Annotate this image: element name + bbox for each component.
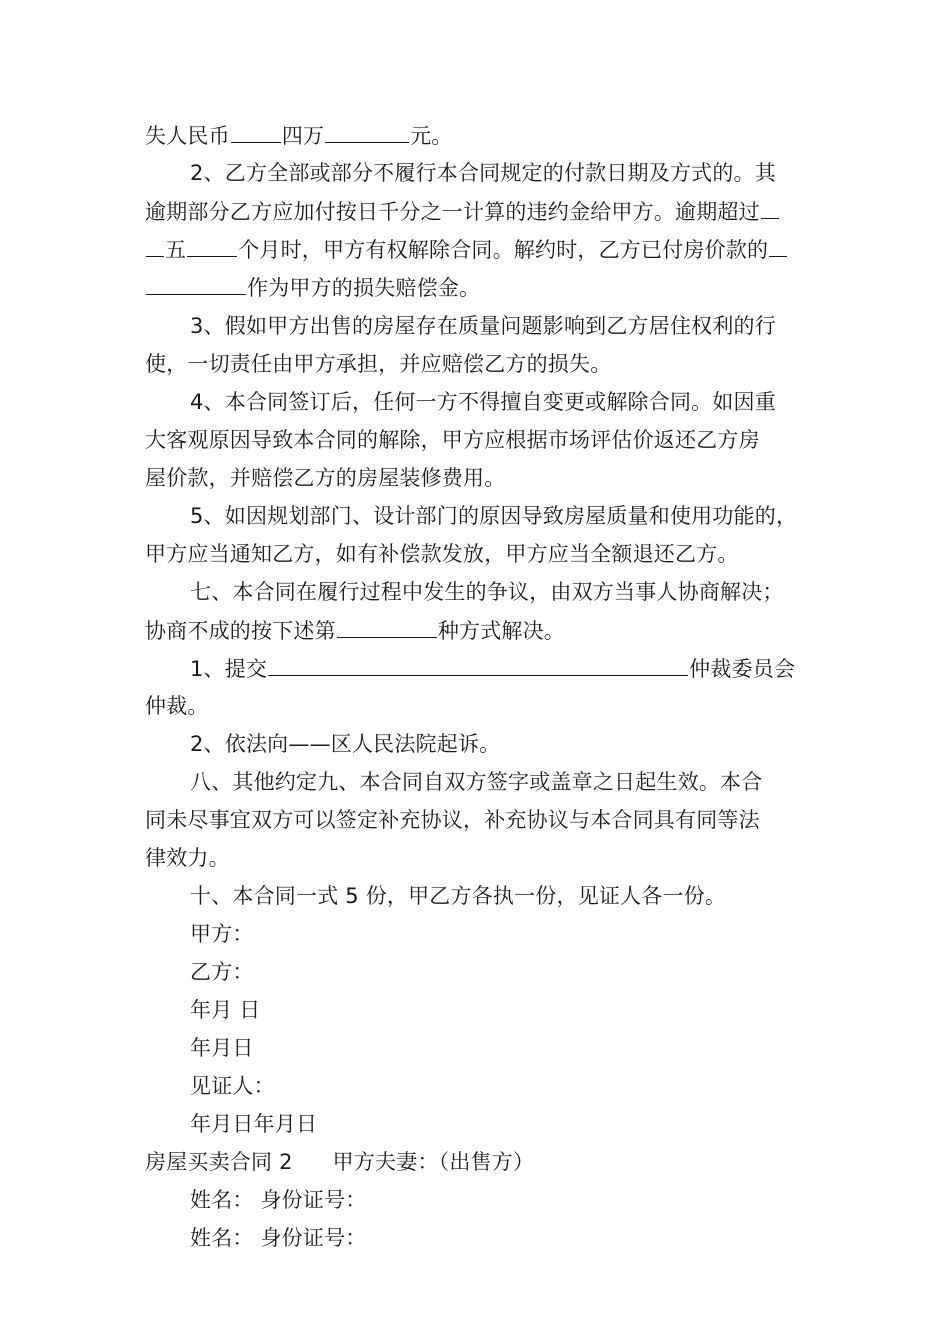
seller-label: 甲方夫妻：（出售方）: [332, 1150, 535, 1174]
text-segment: 协商不成的按下述第: [145, 619, 336, 643]
contract-title: 房屋买卖合同 2: [145, 1150, 293, 1174]
text-line: [145, 120, 453, 152]
clause-2-line: 2、乙方全部或部分不履行本合同规定的付款日期及方式的。其: [190, 161, 776, 185]
section-8-line: 八、其他约定九、本合同自双方签字或盖章之日起生效。本合: [190, 770, 763, 794]
date-line: 年月日: [190, 1036, 254, 1060]
fill-blank: [761, 196, 779, 219]
text-segment: 1、提交: [190, 657, 268, 681]
name-id-line: 姓名： 身份证号：: [190, 1226, 367, 1250]
text-segment: 种方式解决。: [437, 619, 566, 643]
text-line: 仲裁。: [145, 694, 209, 718]
text-segment: 个月时，甲方有权解除合同。解约时，乙方已付房价款的: [238, 238, 769, 262]
text-line: 律效力。: [145, 846, 230, 870]
party-a-label: 甲方：: [190, 922, 254, 946]
text-line: 使，一切责任由甲方承担，并应赔偿乙方的损失。: [145, 352, 612, 376]
fill-blank: [231, 120, 281, 143]
section-10-line: 十、本合同一式 5 份，甲乙方各执一份，见证人各一份。: [190, 884, 727, 908]
clause-4-line: 4、本合同签订后，任何一方不得擅自变更或解除合同。如因重: [190, 390, 776, 414]
text-line: 同未尽事宜双方可以签定补充协议，补充协议与本合同具有同等法: [145, 808, 760, 832]
text-line: [145, 615, 565, 647]
clause-5-line: 5、如因规划部门、设计部门的原因导致房屋质量和使用功能的，: [190, 504, 798, 528]
party-b-label: 乙方：: [190, 960, 254, 984]
text-line: [145, 234, 788, 266]
text-line: 甲方应当通知乙方，如有补偿款发放，甲方应当全额退还乙方。: [145, 542, 739, 566]
filled-value: 五: [165, 238, 187, 262]
fill-blank: [325, 120, 409, 143]
text-segment: 作为甲方的损失赔偿金。: [247, 276, 481, 300]
name-id-line: 姓名： 身份证号：: [190, 1188, 367, 1212]
section-7-line: 七、本合同在履行过程中发生的争议，由双方当事人协商解决；: [190, 580, 784, 604]
witness-label: 见证人：: [190, 1074, 275, 1098]
text-line: 大客观原因导致本合同的解除，甲方应根据市场评估价返还乙方房: [145, 428, 760, 452]
contract-2-heading: [145, 1147, 534, 1179]
clause-3-line: 3、假如甲方出售的房屋存在质量问题影响到乙方居住权利的行: [190, 314, 776, 338]
date-line: 年月 日: [190, 998, 261, 1022]
fill-blank: [769, 234, 787, 257]
text-line: [145, 272, 480, 304]
filled-value: 四万: [281, 124, 325, 148]
text-segment: 失人民币: [145, 124, 230, 148]
date-line: 年月日年月日: [190, 1112, 318, 1136]
fill-blank: [337, 615, 437, 638]
text-line: 屋价款，并赔偿乙方的房屋装修费用。: [145, 466, 506, 490]
text-segment: 仲裁委员会: [689, 657, 796, 681]
fill-blank: [268, 653, 688, 676]
court-line: 2、依法向——区人民法院起诉。: [190, 732, 501, 756]
text-line: [145, 196, 780, 228]
arbitration-line: [190, 653, 795, 685]
fill-blank: [146, 234, 164, 257]
fill-blank: [187, 234, 237, 257]
text-segment: 逾期部分乙方应加付按日千分之一计算的违约金给甲方。逾期超过: [145, 200, 760, 224]
text-segment: 元。: [410, 124, 453, 148]
fill-blank: [146, 272, 246, 295]
